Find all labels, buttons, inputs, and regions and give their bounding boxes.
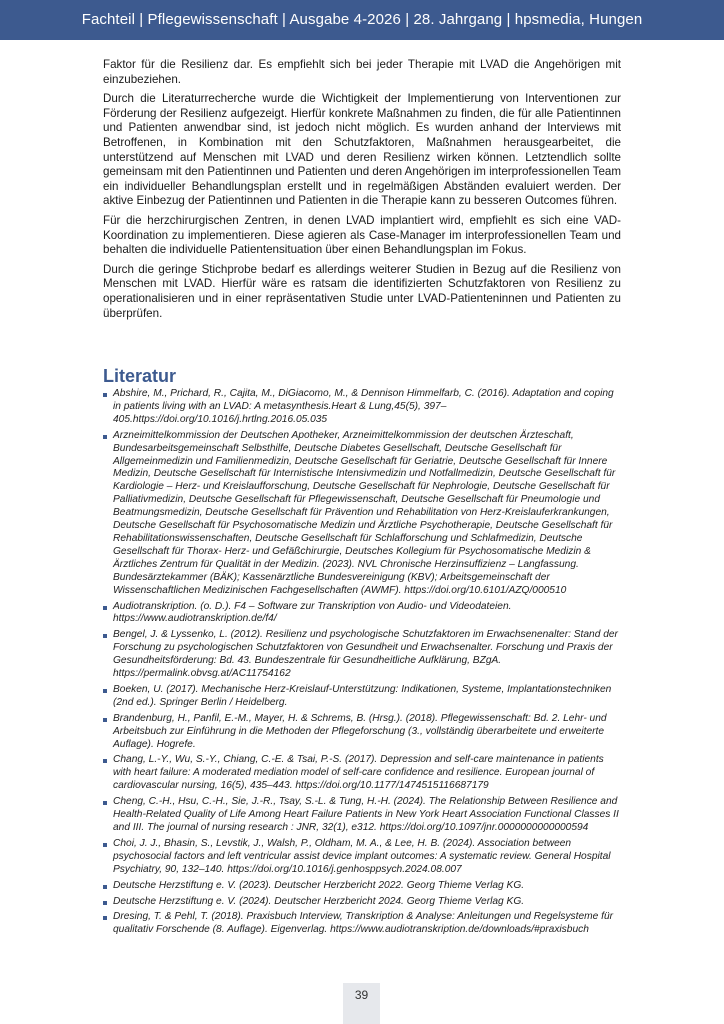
bullet-icon	[103, 801, 107, 805]
reference-item	[103, 754, 623, 793]
bullet-icon	[103, 634, 107, 638]
reference-text: Choi, J. J., Bhasin, S., Levstik, J., Walsh, P., Oldham, M. A., & Lee, H. B. (2024). Association between psychosocial factors and left ventricular assist device implant outcomes: A systematic review. General Hospital Psychiatry, 90, 132–140. https://doi.org/10.1016/j.genhosppsych.2024.08.007	[113, 837, 611, 875]
reference-text: Deutsche Herzstiftung e. V. (2024). Deutscher Herzbericht 2024. Georg Thieme Verlag KG.	[113, 895, 525, 907]
reference-item	[103, 684, 623, 710]
reference-item	[103, 601, 623, 627]
page-number: 39	[354, 988, 369, 1002]
paragraph: Durch die Literaturrecherche wurde die Wichtigkeit der Implementierung von Interventionen zur Förderung der Resilienz aufgezeigt. Hierfür konkrete Maßnahmen zu finden, die für alle Patientinnen und Patienten anwendbar sind, ist jedoch nicht möglich. Es wurden anhand der Interviews mit Betroffenen, in Kombination mit den Schutzfaktoren, Maßnahmen herausgearbeitet, die unterstützend auf Menschen mit LVAD und deren Resilienz wirken können. Letztendlich sollte gemeinsam mit den Patientinnen und Patienten und deren Angehörigen im interprofessionellen Team ein individueller Behandlungsplan erstellt und in regelmäßigen Abständen evaluiert werden. Der aktive Einbezug der Patientinnen und Patienten in die Therapie kann zu besseren Outcomes führen.	[103, 92, 621, 208]
paragraph: Durch die geringe Stichprobe bedarf es allerdings weiterer Studien in Bezug auf die Resilienz von Menschen mit LVAD. Hierfür wäre es ratsam die identifizierten Schutzfaktoren von Resilienz zu operationalisieren und in einer repräsentativen Studie unter LVAD-Patienteninnen und Patienten zu überprüfen.	[103, 262, 621, 320]
page-number-box	[343, 983, 380, 1024]
bullet-icon	[103, 759, 107, 763]
reference-item	[103, 713, 623, 752]
reference-item	[103, 430, 623, 598]
bullet-icon	[103, 606, 107, 610]
reference-item	[103, 911, 623, 937]
reference-text: Abshire, M., Prichard, R., Cajita, M., DiGiacomo, M., & Dennison Himmelfarb, C. (2016). Adaptation and coping in patients living with an LVAD: A metasynthesis.Heart & Lung,45(5), 397–405.https://doi.org/10.1016/j.hrtlng.2016.05.035	[113, 388, 614, 425]
bullet-icon	[103, 718, 107, 722]
reference-item	[103, 880, 623, 893]
paragraph: Für die herzchirurgischen Zentren, in denen LVAD implantiert wird, empfiehlt es sich eine VAD-Koordination zu implementieren. Diese agieren als Case-Manager im interprofessionellen Team und behalten die individuelle Patientensituation über einen Behandlungsplan im Fokus.	[103, 213, 621, 257]
reference-item	[103, 838, 623, 877]
reference-item	[103, 629, 623, 681]
reference-list	[103, 388, 623, 940]
journal-header	[0, 0, 724, 40]
reference-text: Boeken, U. (2017). Mechanische Herz-Kreislauf-Unterstützung: Indikationen, Systeme, Implantationstechniken (2nd ed.). Springer Berlin / Heidelberg.	[113, 683, 612, 708]
reference-item	[103, 796, 623, 835]
reference-text: Dresing, T. & Pehl, T. (2018). Praxisbuch Interview, Transkription & Analyse: Anleitungen und Regelsysteme für qualitativ Forschende (8. Auflage). Eigenverlag. https://www.audiotranskription.de/downloads/#praxisbuch	[113, 911, 613, 936]
bullet-icon	[103, 901, 107, 905]
literature-heading: Literatur	[103, 366, 177, 386]
bullet-icon	[103, 843, 107, 847]
reference-text: Brandenburg, H., Panfil, E.-M., Mayer, H. & Schrems, B. (Hrsg.). (2018). Pflegewissenschaft: Bd. 2. Lehr- und Arbeitsbuch zur Einführung in die Methoden der Pflegeforschung (3., vollständig überarbeitete und erweiterte Auflage). Hogrefe.	[113, 712, 607, 750]
reference-text: Deutsche Herzstiftung e. V. (2023). Deutscher Herzbericht 2022. Georg Thieme Verlag KG.	[113, 879, 525, 891]
bullet-icon	[103, 916, 107, 920]
reference-text: Audiotranskription. (o. D.). F4 – Software zur Transkription von Audio- und Videodateien. https://www.audiotranskription.de/f4/	[113, 600, 512, 625]
bullet-icon	[103, 689, 107, 693]
reference-text: Bengel, J. & Lyssenko, L. (2012). Resilienz und psychologische Schutzfaktoren im Erwachsenenalter: Stand der Forschung zu psychologischen Schutzfaktoren von Gesundheit und Erwachsenalter. Forschung und Praxis der Gesundheitsförderung: Bd. 43. Bundeszentrale für Gesundheitliche Aufklärung, BZgA. https://permalink.obvsg.at/AC11754162	[113, 629, 618, 680]
reference-item	[103, 388, 623, 427]
reference-text: Arzneimittelkommission der Deutschen Apotheker, Arzneimittelkommission der deutschen Ärzteschaft, Bundesarbeitsgemeinschaft Selbsthilfe, Deutsche Diabetes Gesellschaft, Deutsche Gesellschaft für Allgemeinmedizin und Familienmedizin, Deutsche Gesellschaft für Geriatrie, Deutsche Gesellschaft für Innere Medizin, Deutsche Gesellschaft für Internistische Intensivmedizin und Notfallmedizin, Deutsche Gesellschaft für Kardiologie – Herz- und Kreislaufforschung, Deutsche Gesellschaft für Nephrologie, Deutsche Gesellschaft für Palliativmedizin, Deutsche Gesellschaft für Pflegewissenschaft, Deutsche Gesellschaft für Pneumologie und Beatmungsmedizin, Deutsche Gesellschaft für Prävention und Rehabilitation von Herz-Kreislauferkrankungen, Deutsche Gesellschaft für Psychosomatische Medizin und Ärztliche Psychotherapie, Deutsche Gesellschaft für Rehabilitationswissenschaften, Deutsche Gesellschaft für Schlafforschung und Schlafmedizin, Deutsche Gesellschaft für Thorax- Herz- und Gefäßchirurgie, Deutsches Kollegium für Psychosomatische Medizin & Ärztliches Zentrum für Qualität in der Medizin. (2023). NVL Chronische Herzinsuffizienz – Langfassung. Bundesärztekammer (BÄK); Kassenärztliche Bundesvereinigung (KBV); Arbeitsgemeinschaft der Wissenschaftlichen Medizinischen Fachgesellschaften (AWMF). https://doi.org/10.6101/AZQ/000510	[113, 429, 616, 596]
bullet-icon	[103, 885, 107, 889]
reference-text: Cheng, C.-H., Hsu, C.-H., Sie, J.-R., Tsay, S.-L. & Tung, H.-H. (2024). The Relationship Between Resilience and Health-Related Quality of Life Among Heart Failure Patients in New York Heart Association Functional Classes II and III. The journal of nursing research : JNR, 32(1), e312. https://doi.org/10.1097/jnr.0000000000000594	[113, 796, 619, 833]
header-text: Fachteil | Pflegewissenschaft | Ausgabe 4-2026 | 28. Jahrgang | hpsmedia, Hungen	[81, 11, 643, 28]
bullet-icon	[103, 393, 107, 397]
paragraph: Faktor für die Resilienz dar. Es empfiehlt sich bei jeder Therapie mit LVAD die Angehörigen mit einzubeziehen.	[103, 58, 621, 86]
reference-item	[103, 896, 623, 909]
body-text	[103, 58, 621, 326]
bullet-icon	[103, 435, 107, 439]
reference-text: Chang, L.-Y., Wu, S.-Y., Chiang, C.-E. & Tsai, P.-S. (2017). Depression and self-care maintenance in patients with heart failure: A moderated mediation model of self-care confidence and resilience. European journal of cardiovascular nursing, 16(5), 435–443. https://doi.org/10.1177/1474515116687179	[113, 754, 604, 792]
